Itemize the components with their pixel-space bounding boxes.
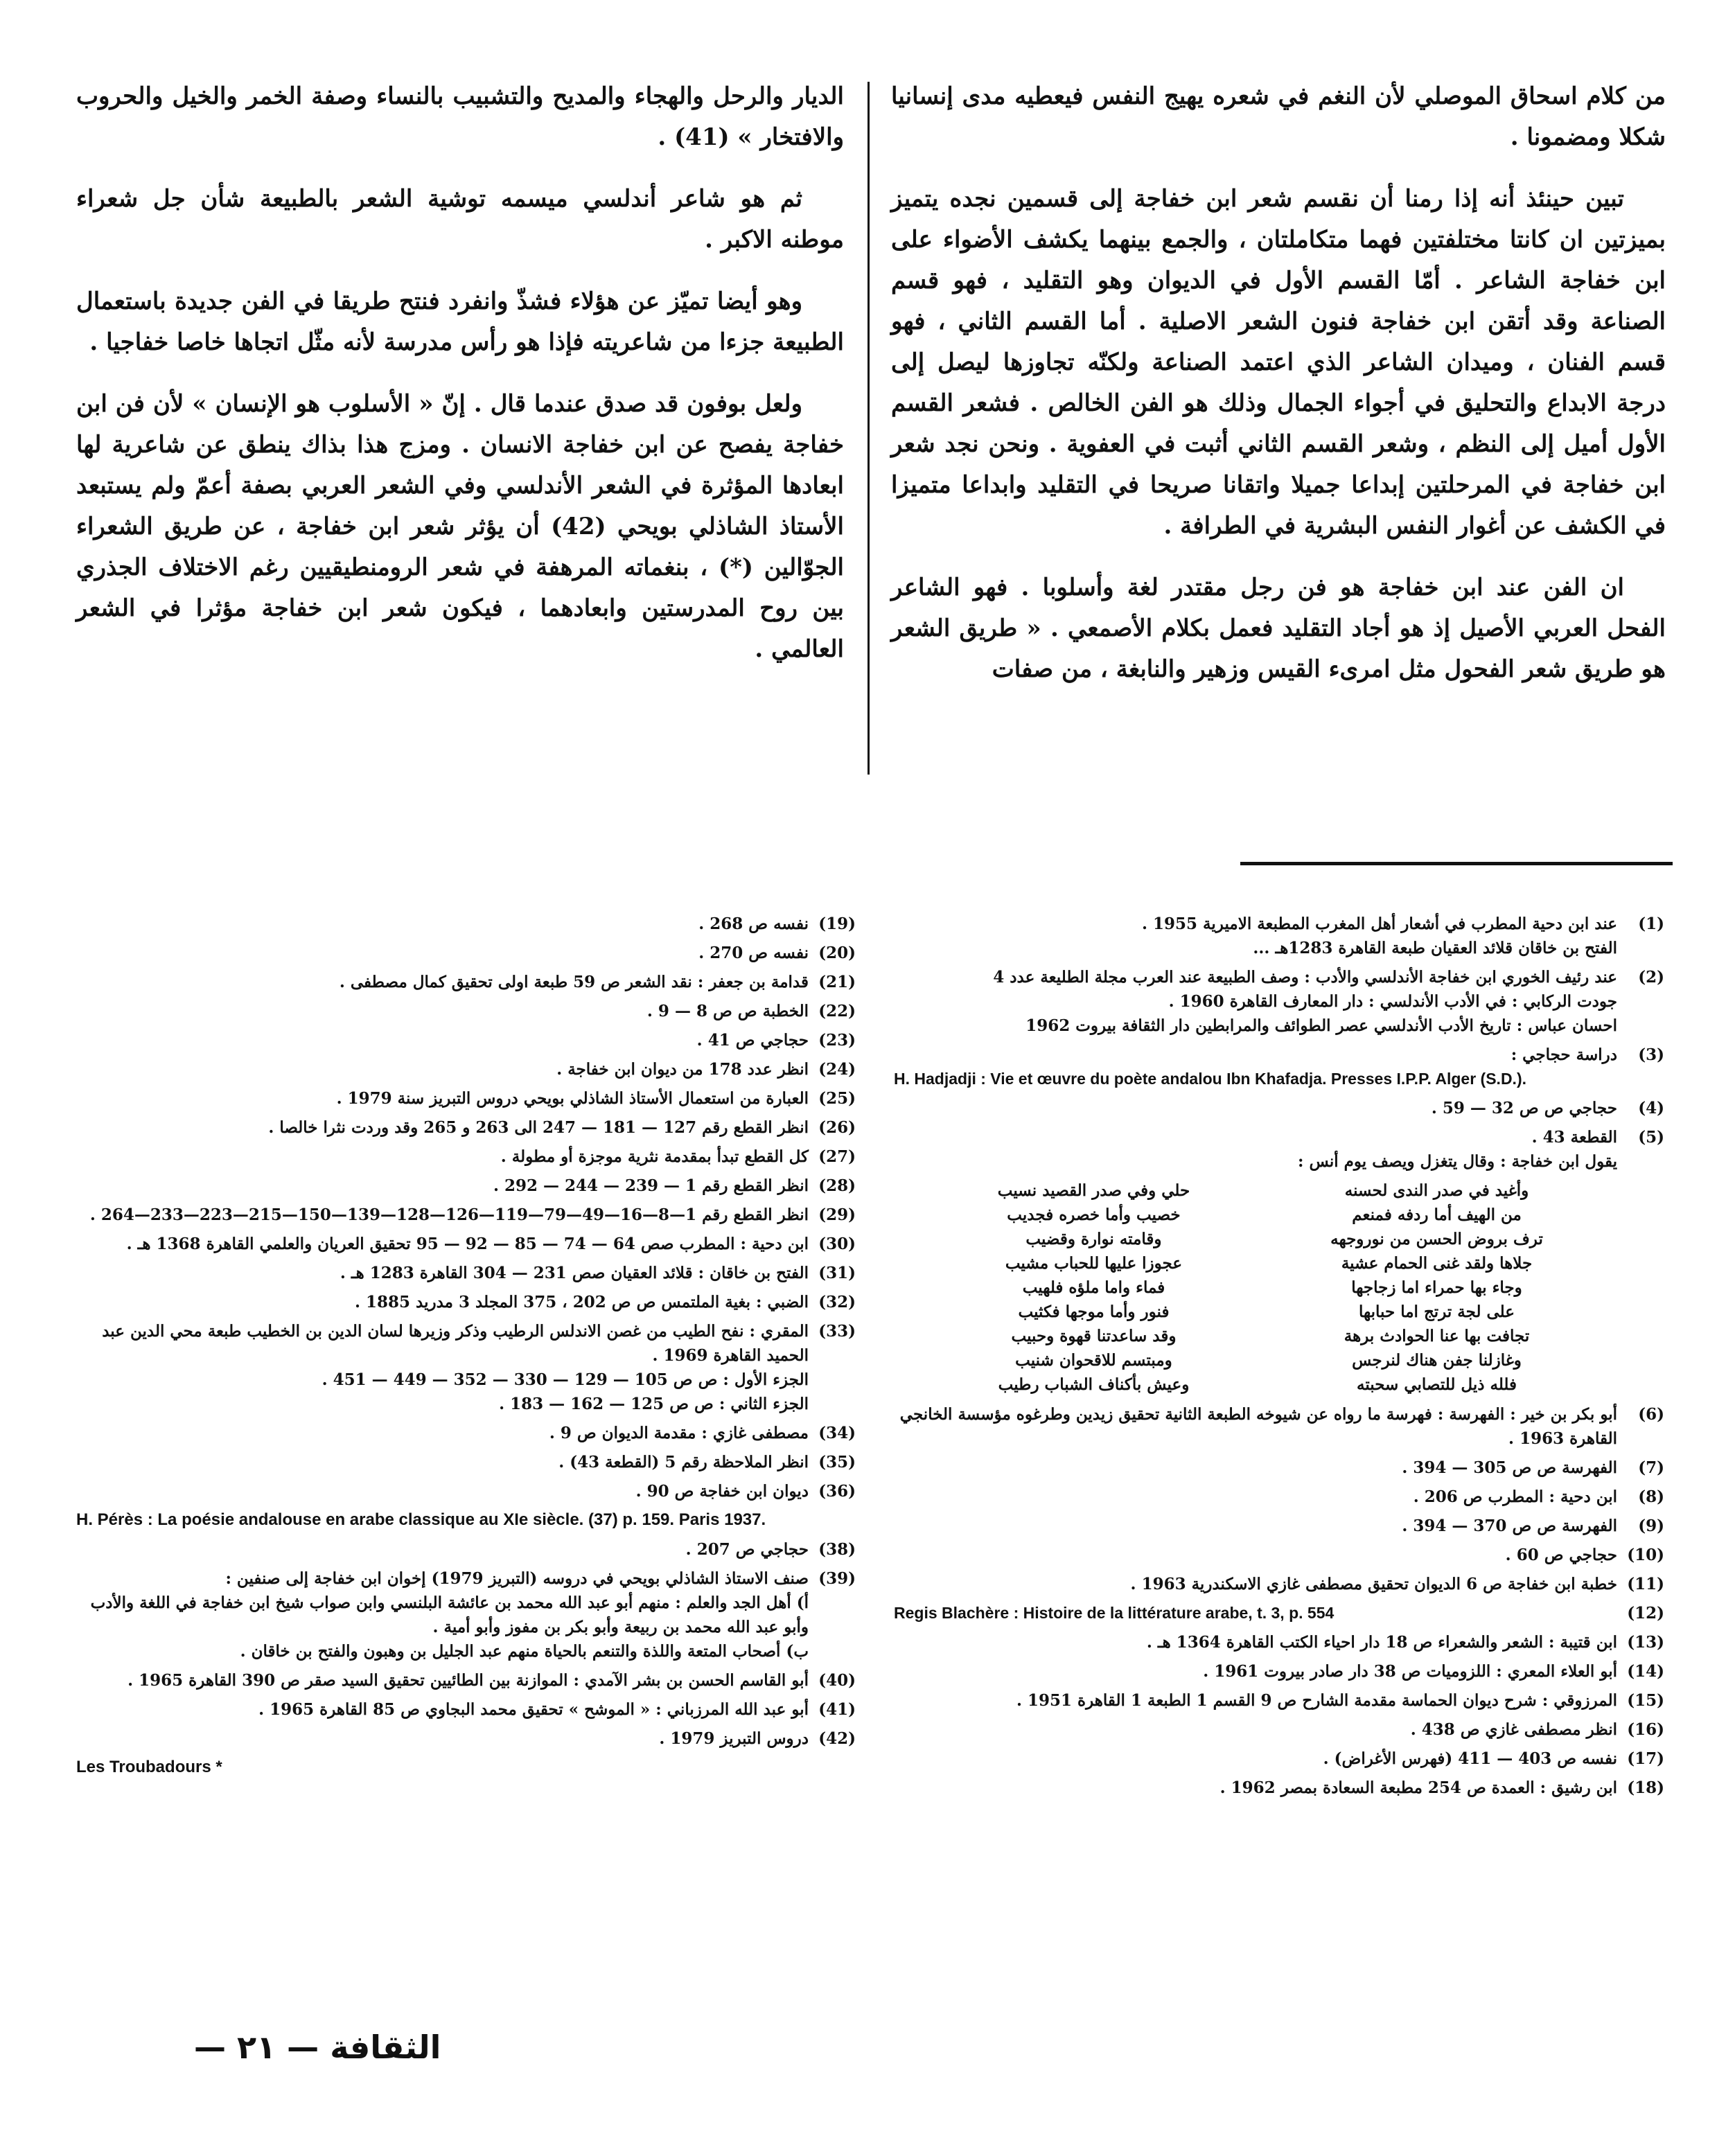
footnote-text <box>894 1747 1617 1771</box>
footnote-number: (9) <box>1638 1517 1664 1535</box>
footnote-item <box>76 1421 856 1445</box>
paragraph: من كلام اسحاق الموصلي لأن النغم في شعره يهيج النفس فيعطيه مدى إنسانيا شكلا ومضمونا . <box>891 82 1666 151</box>
footnote-text <box>76 1668 809 1693</box>
paragraph: ان الفن عند ابن خفاجة هو فن رجل مقتدر لغة وأسلوبا . فهو الشاعر الفحل العربي الأصيل إذ هو أجاد التقليد فعمل بكلام الأصمعي . « طريق الشعر هو طريق شعر الفحول مثل امرىء القيس وزهير والنابغة ، من صفات <box>891 574 1666 683</box>
footnote-line: دروس التبريز 1979 . <box>659 1729 809 1748</box>
footnote-number: (5) <box>1638 1128 1664 1147</box>
footnote-item <box>76 1726 856 1751</box>
footnote-number: (26) <box>818 1118 856 1137</box>
poem-block <box>935 1178 1595 1397</box>
poem-hemistich-first: من الهيف أما ردفه فمنعم <box>1352 1205 1522 1224</box>
footnote-item <box>76 1261 856 1285</box>
body-column-left <box>76 76 844 691</box>
footnote-text <box>76 1232 809 1256</box>
footnote-latin: Regis Blachère : Histoire de la littérature arabe, t. 3, p. 554 <box>894 1604 1335 1622</box>
footnote-item <box>76 1115 856 1140</box>
footnote-line: أبو عبد الله المرزباني : « الموشح » تحقيق محمد البجاوي ص 85 القاهرة 1965 . <box>258 1700 809 1719</box>
footnote-line: أبو بكر بن خير : الفهرسة : فهرسة ما رواه عن شيوخه الطبعة الثانية تحقيق زيدين وطرغوه مؤسسة الخانجي القاهرة 1963 . <box>899 1405 1617 1448</box>
body-column-right <box>891 76 1666 711</box>
footnote-text <box>76 1697 809 1722</box>
footnotes-column-left <box>76 912 856 1785</box>
footnote-number: (40) <box>818 1671 856 1690</box>
footnote-item <box>76 970 856 994</box>
footnote-item <box>76 1566 856 1663</box>
footnote-line: انظر القطع رقم 1—8—16—49—79—119—126—128—139—150—215—223—233—264 . <box>89 1205 809 1224</box>
footnote-number: (29) <box>818 1205 856 1224</box>
footnote-line: الجزء الأول : ص ص 105 — 129 — 330 — 352 — 449 — 451 . <box>322 1370 809 1389</box>
footnote-number: (14) <box>1627 1662 1664 1681</box>
footnote-line: نفسه ص 270 . <box>698 944 809 962</box>
footnote-text <box>894 1096 1617 1120</box>
poem-hemistich-first: تجافت بها عنا الحوادث برهة <box>1344 1327 1530 1345</box>
footnote-number: (18) <box>1627 1778 1664 1797</box>
footnote-number: (12) <box>1627 1604 1664 1623</box>
footnote-item <box>894 1485 1664 1509</box>
poem-verse <box>935 1178 1595 1203</box>
footnote-text <box>894 965 1617 1038</box>
footnote-item <box>894 912 1664 960</box>
footnote-item <box>894 1659 1664 1684</box>
footnote-line: العبارة من استعمال الأستاذ الشاذلي بويحي دروس التبريز سنة 1979 . <box>336 1089 809 1108</box>
poem-hemistich-second: فماء واما ملؤه فلهيب <box>1022 1278 1165 1297</box>
poem-hemistich-second: ومبتسم للاقحوان شنيب <box>1015 1351 1172 1370</box>
footnote-line: ابن رشيق : العمدة ص 254 مطبعة السعادة بمصر 1962 . <box>1219 1778 1617 1797</box>
footnote-number: (30) <box>818 1235 856 1253</box>
footnote-line: انظر القطع رقم 127 — 181 — 247 الى 263 و 265 وقد وردت نثرا خالصا . <box>268 1118 809 1137</box>
footnote-item <box>894 1688 1664 1713</box>
footnote-number: (42) <box>818 1729 856 1748</box>
footnote-line: نفسه ص 268 . <box>698 914 809 933</box>
footnote-text <box>894 1776 1617 1800</box>
footnote-number: (8) <box>1638 1487 1664 1506</box>
footnote-text <box>76 1479 809 1503</box>
poem-hemistich-first: فلله ذيل للتصابي سحبته <box>1356 1375 1517 1394</box>
footnote-number: (6) <box>1638 1405 1664 1424</box>
footnote-line: قدامة بن جعفر : نقد الشعر ص 59 طبعة اولى تحقيق كمال مصطفى . <box>339 973 809 991</box>
footnote-text <box>894 1630 1617 1654</box>
footnote-item <box>76 1203 856 1227</box>
footnote-item <box>76 1086 856 1111</box>
footnote-item <box>76 1537 856 1562</box>
footnote-line: ب) أصحاب المتعة واللذة والتنعم بالحياة منهم عبد الجليل بن وهبون والفتح بن خاقان . <box>240 1642 809 1661</box>
footnote-item <box>894 1776 1664 1800</box>
footnote-item <box>894 1630 1664 1654</box>
footnote-number: (34) <box>818 1424 856 1442</box>
footnote-item <box>894 1096 1664 1120</box>
footnote-item <box>894 1747 1664 1771</box>
footnote-number: (21) <box>818 973 856 991</box>
footnote-item <box>76 1232 856 1256</box>
footnote-number: (33) <box>818 1322 856 1341</box>
footnote-number: (24) <box>818 1060 856 1079</box>
footnote-text <box>76 1319 809 1416</box>
footnote-label: دراسة حجاجي : <box>1511 1045 1617 1064</box>
footnote-text <box>894 1601 1617 1625</box>
footnote-number: (15) <box>1627 1691 1664 1710</box>
footnote-number: (38) <box>818 1540 856 1559</box>
footnote-text <box>894 1572 1617 1596</box>
poem-hemistich-first: وغازلنا جفن هناك لنرجس <box>1352 1351 1522 1370</box>
footnote-number: (28) <box>818 1176 856 1195</box>
footnote-number: (3) <box>1638 1045 1664 1064</box>
poem-hemistich-first: جلاها ولقد غنى الحمام عشية <box>1341 1254 1533 1273</box>
footnote-text <box>894 1688 1617 1713</box>
poem-hemistich-second: حلي وفي صدر القصيد نسيب <box>997 1181 1190 1200</box>
footnote-item <box>76 941 856 965</box>
poem-verse <box>935 1324 1595 1348</box>
footnote-text <box>76 1028 809 1052</box>
footnote-latin: H. Hadjadji : Vie et œuvre du poète andalou Ibn Khafadja. Presses I.P.P. Alger (S.D.). <box>894 1070 1526 1088</box>
footnote-number: (2) <box>1638 968 1664 987</box>
footnote-number: (32) <box>818 1293 856 1311</box>
footnote-text <box>76 1174 809 1198</box>
footnote-number: (4) <box>1638 1099 1664 1117</box>
footnote-item <box>894 1572 1664 1596</box>
footnote-text <box>76 1566 809 1663</box>
footnote-item <box>76 1174 856 1198</box>
footnote-item <box>76 999 856 1023</box>
footnote-number: (31) <box>818 1264 856 1282</box>
footnote-line: عند ابن دحية المطرب في أشعار أهل المغرب المطبعة الاميرية 1955 . <box>1141 914 1617 933</box>
footnote-text <box>76 1421 809 1445</box>
footnote-line: نفسه ص 403 — 411 (فهرس الأغراض) . <box>1323 1749 1617 1768</box>
footnote-line: صنف الاستاذ الشاذلي بويحي في دروسه (التبريز 1979) إخوان ابن خفاجة إلى صنفين : <box>225 1569 809 1588</box>
footnote-number: (27) <box>818 1147 856 1166</box>
poem-hemistich-first: وأغيد في صدر الندى لحسنه <box>1344 1181 1529 1200</box>
footnote-line: أبو العلاء المعري : اللزوميات ص 38 دار صادر بيروت 1961 . <box>1203 1662 1617 1681</box>
footnote-item <box>894 1125 1664 1174</box>
footnote-line: جودت الركابي : في الأدب الأندلسي : دار المعارف القاهرة 1960 . <box>1168 992 1617 1011</box>
footnote-line: الفتح بن خاقان : قلائد العقيان صص 231 — 304 القاهرة 1283 هـ . <box>340 1264 809 1282</box>
footnote-text <box>76 999 809 1023</box>
footnote-line: يقول ابن خفاجة : وقال يتغزل ويصف يوم أنس : <box>1298 1152 1617 1171</box>
footnote-text <box>894 1456 1617 1480</box>
footnote-line: الخطبة ص ص 8 — 9 . <box>646 1002 809 1020</box>
paragraph: ولعل بوفون قد صدق عندما قال . إنّ « الأسلوب هو الإنسان » لأن فن ابن خفاجة يفصح عن ابن خفاجة الانسان . ومزج هذا بذاك ينطق عن شاعرية لها ابعادها المؤثرة في الشعر الأندلسي وفي الشعر العربي بصفة أعمّ ولم يستبعد الأستاذ الشاذلي بويحي (42) أن يؤثر شعر ابن خفاجة ، عن طريق الشعراء الجوّالين (*) ، بنغماته المرهفة في شعر الرومنطيقيين رغم الاختلاف الجذري بين روح المدرستين وابعادهما ، فيكون شعر ابن خفاجة مؤثرا في الشعر العالمي . <box>76 390 844 663</box>
footnote-number: (41) <box>818 1700 856 1719</box>
footnote-line: حجاجي ص 60 . <box>1505 1546 1617 1564</box>
footnote-item <box>76 1028 856 1052</box>
footnote-text <box>894 912 1617 960</box>
footnote-item <box>894 965 1664 1038</box>
footnote-text <box>76 1290 809 1314</box>
footnote-text <box>894 1717 1617 1742</box>
footnote-separator <box>1240 862 1673 865</box>
footnote-text <box>76 941 809 965</box>
footnote-line: خطبة ابن خفاجة ص 6 الديوان تحقيق مصطفى غازي الاسكندرية 1963 . <box>1130 1575 1617 1593</box>
footnote-text <box>76 1115 809 1140</box>
footnote-line: احسان عباس : تاريخ الأدب الأندلسي عصر الطوائف والمرابطين دار الثقافة بيروت 1962 <box>1025 1016 1617 1035</box>
footnote-line: حجاجي ص 41 . <box>696 1031 809 1050</box>
footnote-number: (1) <box>1638 914 1664 933</box>
poem-hemistich-second: وعيش بأكناف الشباب رطيب <box>998 1375 1190 1394</box>
footnote-line: القطعة 43 . <box>1531 1128 1617 1147</box>
poem-verse <box>935 1227 1595 1251</box>
footnote-line: انظر مصطفى غازي ص 438 . <box>1410 1720 1617 1739</box>
footnote-line: المرزوقي : شرح ديوان الحماسة مقدمة الشارح ص 9 القسم 1 الطبعة 1 القاهرة 1951 . <box>1016 1691 1617 1710</box>
footnote-number: (23) <box>818 1031 856 1050</box>
poem-hemistich-second: خصيب وأما خصره فجديب <box>1007 1205 1181 1224</box>
footnotes-column-right <box>894 912 1664 1805</box>
paragraph: الديار والرحل والهجاء والمديح والتشبيب بالنساء وصفة الخمر والخيل والحروب والافتخار » (41) . <box>76 82 844 151</box>
footnote-line: ابن دحية : المطرب ص 206 . <box>1413 1487 1617 1506</box>
paragraph: ثم هو شاعر أندلسي ميسمه توشية الشعر بالطبيعة شأن جل شعراء موطنه الاكبر . <box>76 185 844 254</box>
footnote-text <box>76 1726 809 1751</box>
footnote-line: ابن قتيبة : الشعر والشعراء ص 18 دار احياء الكتب القاهرة 1364 هـ . <box>1146 1633 1617 1652</box>
footnote-line: ابن دحية : المطرب صص 64 — 74 — 85 — 92 — 95 تحقيق العريان والعلمي القاهرة 1368 هـ . <box>126 1235 809 1253</box>
footnote-line: حجاجي ص ص 32 — 59 . <box>1431 1099 1617 1117</box>
page-footer: الثقافة — ٢١ — <box>194 2029 441 2066</box>
footnote-number: (7) <box>1638 1458 1664 1477</box>
footnote-star: Les Troubadours * <box>76 1758 222 1776</box>
footnote-item <box>76 1057 856 1081</box>
footnote-item <box>76 1479 856 1503</box>
footnote-line: مصطفى غازي : مقدمة الديوان ص 9 . <box>549 1424 809 1442</box>
footnote-line: أبو القاسم الحسن بن بشر الآمدي : الموازنة بين الطائيين تحقيق السيد صقر ص 390 القاهرة 1965 . <box>127 1671 809 1690</box>
poem-verse <box>935 1203 1595 1227</box>
footnote-text <box>76 1145 809 1169</box>
column-divider <box>868 82 870 775</box>
footnote-number: (22) <box>818 1002 856 1020</box>
footnote-line: كل القطع تبدأ بمقدمة نثرية موجزة أو مطولة . <box>500 1147 809 1166</box>
footnote-text <box>76 970 809 994</box>
footnote-number: (10) <box>1627 1546 1664 1564</box>
poem-verse <box>935 1300 1595 1324</box>
paragraph: تبين حينئذ أنه إذا رمنا أن نقسم شعر ابن خفاجة إلى قسمين نجده يتميز بميزتين ان كانتا مختلفتين فهما متكاملتان ، والجمع بينهما يكشف الأضواء على ابن خفاجة الشاعر . أمّا القسم الأول في الديوان وهو التقليد ، فهو قسم الصناعة وقد أتقن ابن خفاجة فنون الشعر الاصلية . أما القسم الثاني ، فهو قسم الفنان ، وميدان الشاعر الذي اعتمد الصناعة ولكنّه تجاوزها ليصل إلى درجة الابداع والتحليق في أجواء الجمال وذلك هو الفن الخالص . فشعر القسم الأول أميل إلى النظم ، وشعر القسم الثاني أثبت في العفوية . ونحن نجد شعر ابن خفاجة في المرحلتين إبداعا جميلا واتقانا صريحا في التقليد وابداعا متميزا في الكشف عن أغوار النفس البشرية في الطرافة . <box>891 185 1666 540</box>
footnote-text <box>76 1203 809 1227</box>
poem-hemistich-second: وقامته نوارة وقضيب <box>1025 1230 1162 1248</box>
footnote-item <box>76 1668 856 1693</box>
footnote-item <box>894 1717 1664 1742</box>
footnote-line: انظر القطع رقم 1 — 239 — 244 — 292 . <box>493 1176 809 1195</box>
footnote-text <box>894 1485 1617 1509</box>
footnote-item <box>76 1697 856 1722</box>
footnote-number: (20) <box>818 944 856 962</box>
footnote-line: الفهرسة ص ص 305 — 394 . <box>1402 1458 1617 1477</box>
poem-hemistich-first: على لجة ترتج اما حبابها <box>1359 1302 1515 1321</box>
footnote-line: الفتح بن خاقان قلائد العقيان طبعة القاهرة 1283هـ ... <box>1253 939 1617 957</box>
poem-hemistich-second: عجوزا عليها للحباب مشيب <box>1005 1254 1183 1273</box>
footnote-item <box>894 1543 1664 1567</box>
footnote-item <box>76 1319 856 1416</box>
footnote-number: (11) <box>1627 1575 1664 1593</box>
footnote-text <box>76 1261 809 1285</box>
footnote-text <box>76 1537 809 1562</box>
footnote-number: (35) <box>818 1453 856 1472</box>
footnote-item <box>894 1514 1664 1538</box>
footnote-37: H. Pérès : La poésie andalouse en arabe classique au XIe siècle. (37) p. 159. Paris 1937. <box>76 1510 766 1529</box>
poem-hemistich-first: وجاء بها حمراء اما زجاجها <box>1351 1278 1522 1297</box>
poem-verse <box>935 1275 1595 1300</box>
poem-hemistich-second: فنور وأما موجها فكثيب <box>1018 1302 1170 1321</box>
footnote-line: أ) أهل الجد والعلم : منهم أبو عبد الله محمد بن عائشة البلنسي وابن صواب شيخ ابن خفاجة في اللغة والأدب وأبو عبد الله محمد بن ربيعة وأبو بكر بن مفوز وأبو أمية . <box>90 1593 809 1636</box>
footnote-text <box>894 1514 1617 1538</box>
footnote-text <box>894 1043 1617 1091</box>
footnote-number: (13) <box>1627 1633 1664 1652</box>
footnote-text <box>894 1402 1617 1451</box>
footnote-text <box>894 1659 1617 1684</box>
footnote-number: (25) <box>818 1089 856 1108</box>
footnote-text <box>76 1086 809 1111</box>
poem-verse <box>935 1372 1595 1397</box>
paragraph: وهو أيضا تميّز عن هؤلاء فشذّ وانفرد فنتح طريقا في الفن جديدة باستعمال الطبيعة جزءا من شاعريته فإذا هو رأس مدرسة لأنه مثّل اتجاها خاصا خفاجيا . <box>76 288 844 356</box>
poem-hemistich-second: وقد ساعدتنا قهوة وحبيب <box>1011 1327 1177 1345</box>
footnote-item <box>76 912 856 936</box>
poem-verse <box>935 1348 1595 1372</box>
footnote-number: (17) <box>1627 1749 1664 1768</box>
footnote-text <box>76 1450 809 1474</box>
footnote-item <box>76 1450 856 1474</box>
footnote-line: المقري : نفح الطيب من غصن الاندلس الرطيب وذكر وزيرها لسان الدين بن الخطيب طبعة محي الدين عبد الحميد القاهرة 1969 . <box>102 1322 809 1365</box>
footnote-text <box>894 1543 1617 1567</box>
footnote-line: انظر عدد 178 من ديوان ابن خفاجة . <box>556 1060 809 1079</box>
footnote-text <box>76 1057 809 1081</box>
footnote-line: الفهرسة ص ص 370 — 394 . <box>1402 1517 1617 1535</box>
footnote-line: انظر الملاحظة رقم 5 (القطعة 43) . <box>558 1453 809 1472</box>
footnote-text <box>76 912 809 936</box>
footnote-number: (19) <box>818 914 856 933</box>
poem-hemistich-first: ترف بروض الحسن من نوروجهه <box>1330 1230 1543 1248</box>
footnote-line: حجاجي ص 207 . <box>685 1540 809 1559</box>
footnote-line: عند رئيف الخوري ابن خفاجة الأندلسي والأدب : وصف الطبيعة عند العرب مجلة الطليعة عدد 4 <box>993 968 1617 987</box>
footnote-item <box>894 1043 1664 1091</box>
footnote-item <box>894 1601 1664 1625</box>
footnote-number: (39) <box>818 1569 856 1588</box>
footnote-text <box>894 1125 1617 1174</box>
footnote-number: (16) <box>1627 1720 1664 1739</box>
footnote-item <box>76 1290 856 1314</box>
footnote-item <box>894 1456 1664 1480</box>
footnote-line: الضبي : بغية الملتمس ص ص 202 ، 375 المجلد 3 مدريد 1885 . <box>354 1293 809 1311</box>
footnote-number: (36) <box>818 1482 856 1501</box>
footnote-line: الجزء الثاني : ص ص 125 — 162 — 183 . <box>499 1395 809 1413</box>
footnote-item <box>894 1402 1664 1451</box>
footnote-line: ديوان ابن خفاجة ص 90 . <box>635 1482 809 1501</box>
footnote-item <box>76 1145 856 1169</box>
poem-verse <box>935 1251 1595 1275</box>
